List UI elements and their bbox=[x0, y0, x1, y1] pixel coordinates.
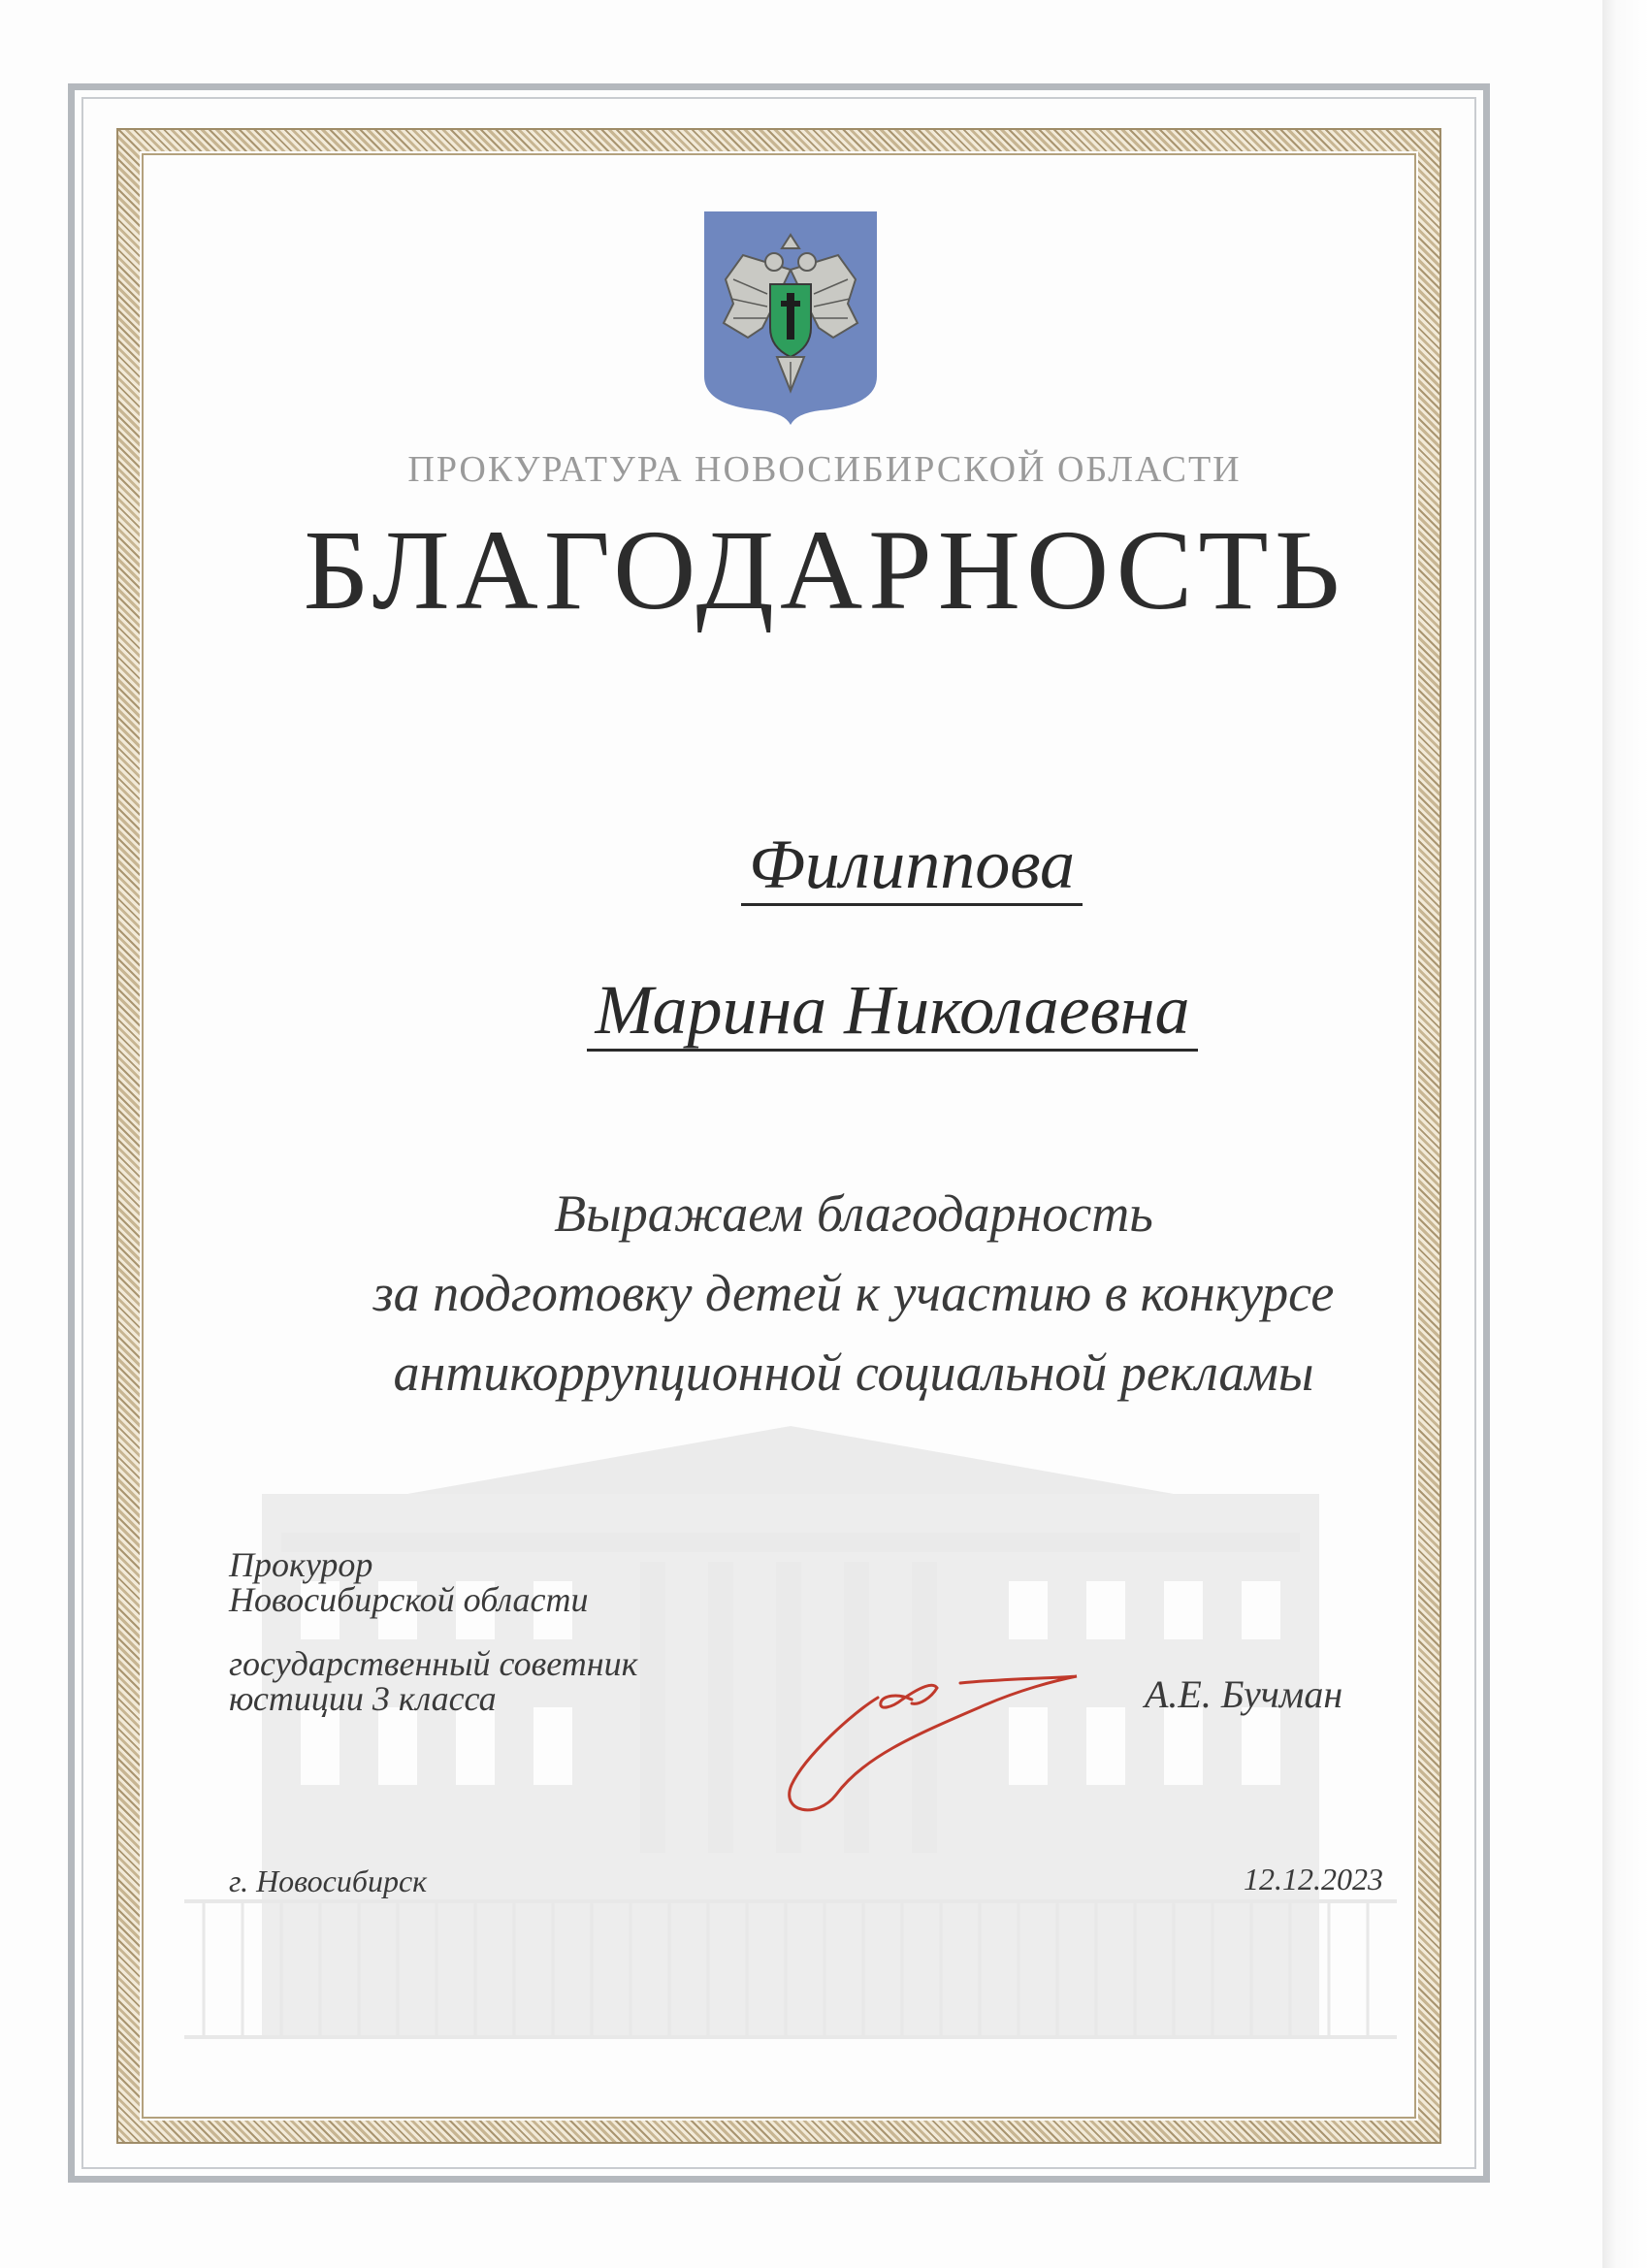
recipient-surname-text: Филиппова bbox=[741, 826, 1083, 906]
signatory-rank-line-2: юстиции 3 класса bbox=[229, 1679, 497, 1718]
issue-place: г. Новосибирск bbox=[229, 1863, 428, 1898]
prosecutor-office-emblem-icon bbox=[704, 211, 877, 425]
signatory-position-line-2: Новосибирской области bbox=[229, 1580, 589, 1619]
certificate-title: БЛАГОДАРНОСТЬ bbox=[303, 506, 1346, 633]
recipient-surname bbox=[87, 825, 1649, 905]
handwritten-signature-image bbox=[766, 1639, 1086, 1824]
recipient-given-names-text: Марина Николаевна bbox=[587, 971, 1197, 1052]
gratitude-line-3: антикоррупционной социальной рекламы bbox=[393, 1344, 1314, 1402]
gratitude-line-1: Выражаем благодарность bbox=[554, 1184, 1153, 1243]
signatory-position-line-1: Прокурор bbox=[229, 1545, 373, 1584]
recipient-given-names bbox=[68, 970, 1649, 1051]
signatory-name: А.Е. Бучман bbox=[1145, 1672, 1343, 1716]
gratitude-line-2: за подготовку детей к участию в конкурсе bbox=[372, 1264, 1335, 1322]
scan-edge bbox=[1602, 0, 1649, 2268]
issue-date: 12.12.2023 bbox=[1244, 1862, 1383, 1896]
signatory-rank-line-1: государственный советник bbox=[229, 1644, 638, 1683]
organization-name: ПРОКУРАТУРА НОВОСИБИРСКОЙ ОБЛАСТИ bbox=[407, 449, 1242, 490]
